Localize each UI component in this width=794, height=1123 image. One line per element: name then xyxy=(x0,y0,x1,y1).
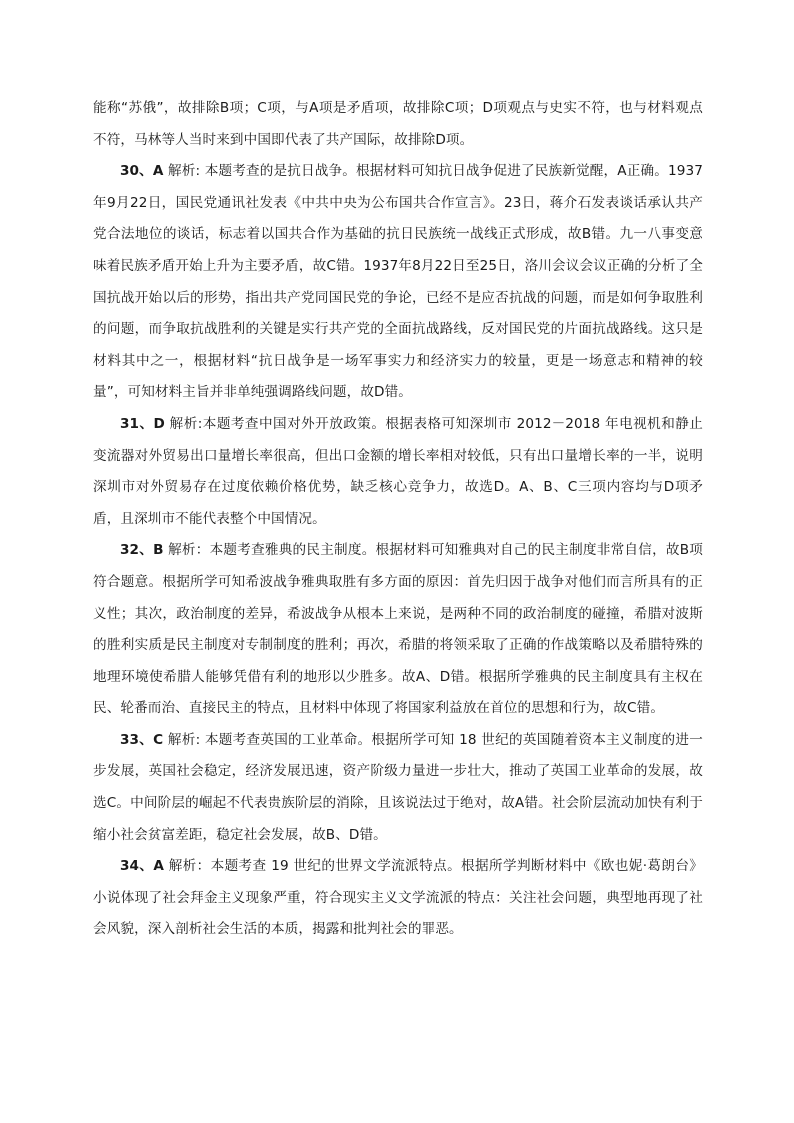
paragraph-q31 xyxy=(93,409,703,535)
question-number: 33、C xyxy=(120,731,164,748)
paragraph-q30 xyxy=(93,156,703,409)
paragraph-q32 xyxy=(93,535,703,725)
question-number: 31、D xyxy=(120,415,165,432)
paragraph-text: 解析: 本题考查的是抗日战争。根据材料可知抗日战争促进了民族新觉醒，A正确。1937年9月22日，国民党通讯社发表《中共中央为公布国共合作宣言》。23日，蒋介石发表谈话承认共产党合法地位的谈话，标志着以国共合作为基础的抗日民族统一战线正式形成，故B错。九一八事变意味着民族矛盾开始上升为主要矛盾，故C错。1937年8月22日至25日，洛川会议会议正确的分析了全国抗战开始以后的形势，指出共产党同国民党的争论，已经不是应否抗战的问题，而是如何争取胜利的问题，而争取抗战胜利的关键是实行共产党的全面抗战路线，反对国民党的片面抗战路线。这只是材料其中之一，根据材料“抗日战争是一场军事实力和经济实力的较量，更是一场意志和精神的较量”，可知材料主旨并非单纯强调路线问题，故D错。 xyxy=(93,163,703,401)
paragraph-text: 解析:本题考查中国对外开放政策。根据表格可知深圳市 2012－2018 年电视机和静止变流器对外贸易出口量增长率很高，但出口金额的增长率相对较低，只有出口量增长率的一半，说明深圳市对外贸易存在过度依赖价格优势，缺乏核心竞争力，故选D。A、B、C三项内容均与D项矛盾，且深圳市不能代表整个中国情况。 xyxy=(93,415,703,527)
question-number: 32、B xyxy=(120,542,164,559)
paragraph-text: 解析: 本题考查英国的工业革命。根据所学可知 18 世纪的英国随着资本主义制度的进一步发展，英国社会稳定，经济发展迅速，资产阶级力量进一步壮大，推动了英国工业革命的发展，故选C。中间阶层的崛起不代表贵族阶层的消除，且该说法过于绝对，故A错。社会阶层流动加快有利于缩小社会贫富差距，稳定社会发展，故B、D错。 xyxy=(93,731,703,843)
paragraph-q34 xyxy=(93,851,703,946)
question-number: 30、A xyxy=(120,163,164,180)
answer-explanations xyxy=(93,93,703,946)
question-number: 34、A xyxy=(120,858,164,875)
paragraph-text: 解析：本题考查雅典的民主制度。根据材料可知雅典对自己的民主制度非常自信，故B项符合题意。根据所学可知希波战争雅典取胜有多方面的原因：首先归因于战争对他们而言所具有的正义性；其次，政治制度的差异，希波战争从根本上来说，是两种不同的政治制度的碰撞，希腊对波斯的胜利实质是民主制度对专制制度的胜利；再次，希腊的将领采取了正确的作战策略以及希腊特殊的地理环境使希腊人能够凭借有利的地形以少胜多。故A、D错。根据所学雅典的民主制度具有主权在民、轮番而治、直接民主的特点，且材料中体现了将国家利益放在首位的思想和行为，故C错。 xyxy=(93,542,703,717)
paragraph-q33 xyxy=(93,725,703,851)
paragraph-continuation xyxy=(93,93,703,156)
paragraph-text: 能称“苏俄”，故排除B项；C项，与A项是矛盾项，故排除C项；D项观点与史实不符，也与材料观点不符，马林等人当时来到中国即代表了共产国际，故排除D项。 xyxy=(93,100,703,148)
paragraph-text: 解析：本题考查 19 世纪的世界文学流派特点。根据所学判断材料中《欧也妮·葛朗台》小说体现了社会拜金主义现象严重，符合现实主义文学流派的特点：关注社会问题，典型地再现了社会风貌，深入剖析社会生活的本质，揭露和批判社会的罪恶。 xyxy=(93,858,704,938)
